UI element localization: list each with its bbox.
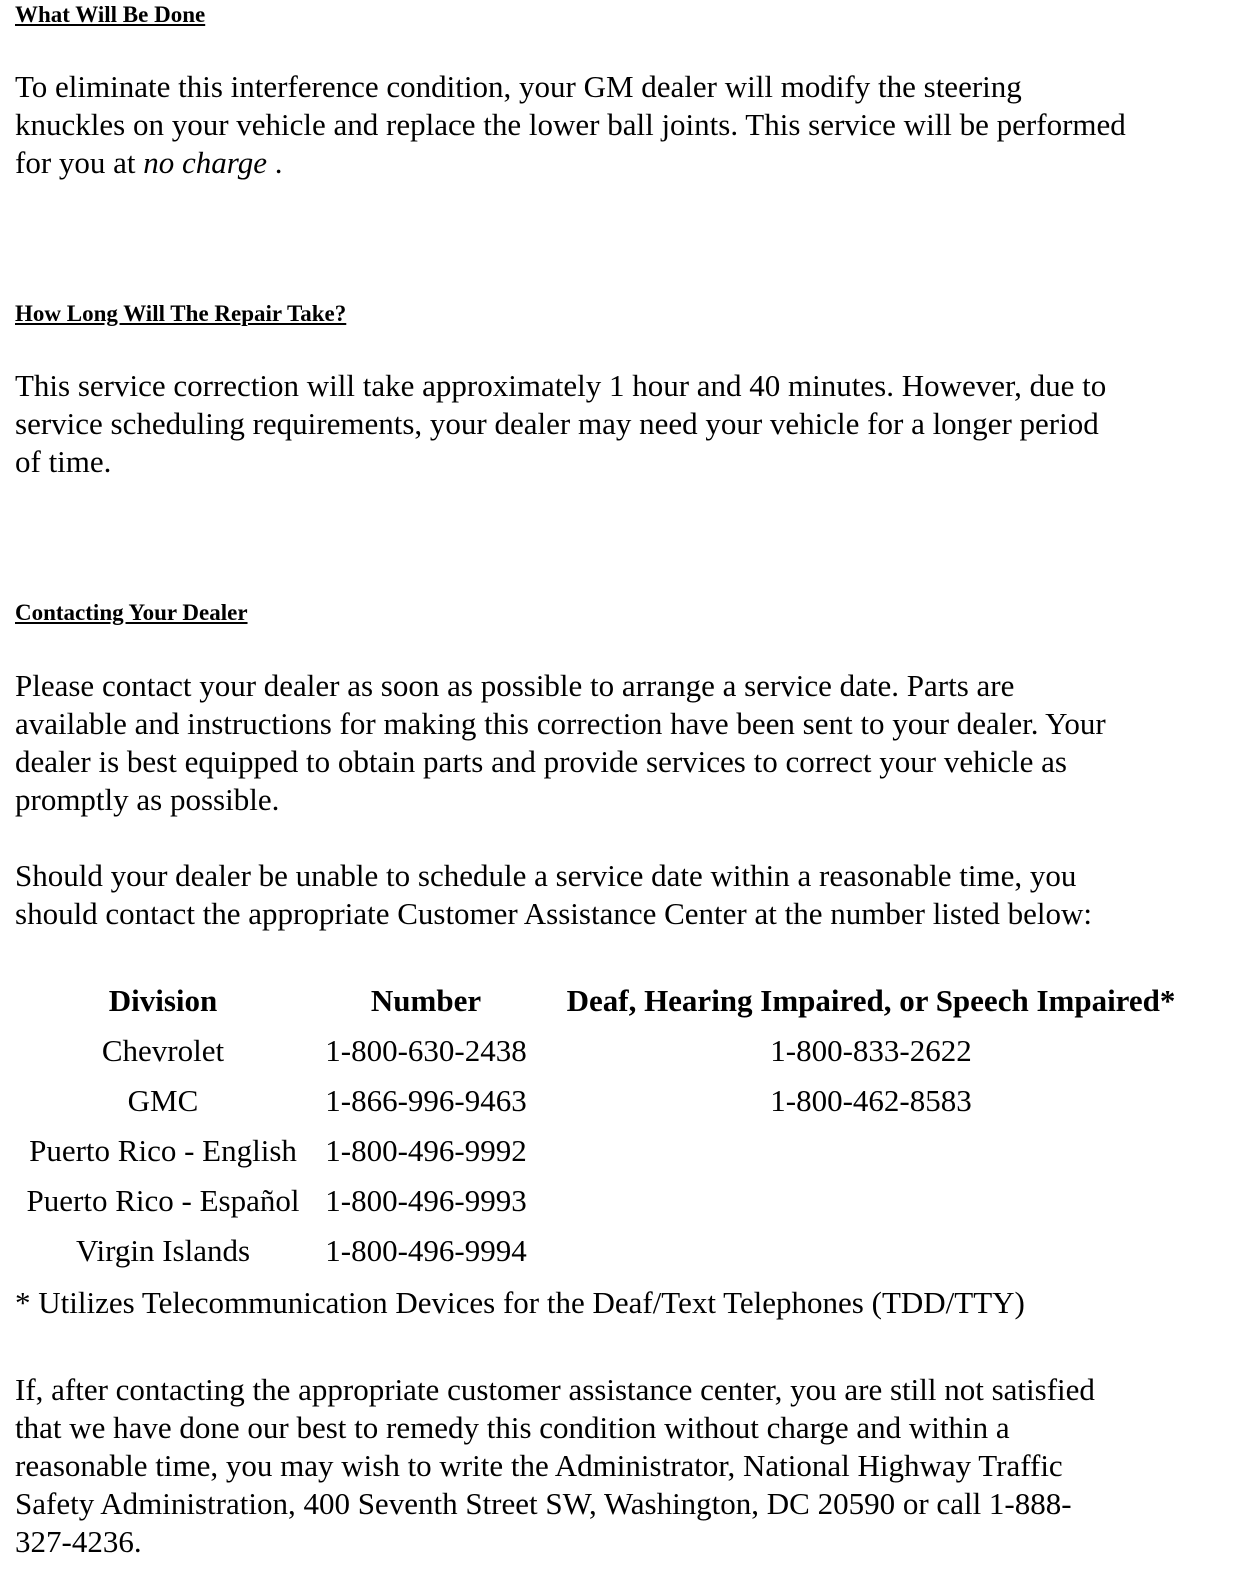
heading-contacting-dealer: Contacting Your Dealer	[15, 600, 248, 625]
paragraph-assistance-center	[15, 857, 1215, 933]
footnote-tdd: * Utilizes Telecommunication Devices for the Deaf/Text Telephones (TDD/TTY)	[15, 1285, 1025, 1320]
header-tdd: Deaf, Hearing Impaired, or Speech Impaired*	[566, 983, 1176, 1018]
tdd-number-cell	[541, 1126, 1201, 1176]
text-line: that we have done our best to remedy this condition without charge and within a	[15, 1410, 1010, 1445]
text-line: should contact the appropriate Customer Assistance Center at the number listed below:	[15, 896, 1092, 931]
number-cell: 1-800-496-9994	[325, 1233, 527, 1268]
header-division: Division	[108, 983, 218, 1018]
paragraph-closing	[15, 1371, 1215, 1561]
header-number: Number	[370, 983, 482, 1018]
text-line: This service correction will take approximately 1 hour and 40 minutes. However, due to	[15, 368, 1107, 403]
division-cell: Puerto Rico - English	[29, 1133, 297, 1168]
division-cell: Virgin Islands	[75, 1233, 251, 1268]
tdd-number-cell: 1-800-462-8583	[770, 1083, 972, 1118]
text-line: knuckles on your vehicle and replace the lower ball joints. This service will be performed	[15, 107, 1126, 142]
tdd-number-cell	[541, 1226, 1201, 1276]
text-fragment: for you at	[15, 145, 144, 180]
text-line: Please contact your dealer as soon as possible to arrange a service date. Parts are	[15, 668, 1015, 703]
text-line: Should your dealer be unable to schedule a service date within a reasonable time, you	[15, 858, 1077, 893]
text-line: available and instructions for making this correction have been sent to your dealer. Your	[15, 706, 1106, 741]
emphasis-no-charge: no charge	[143, 145, 267, 180]
heading-how-long: How Long Will The Repair Take?	[15, 301, 347, 326]
text-line: dealer is best equipped to obtain parts and provide services to correct your vehicle as	[15, 744, 1067, 779]
table-row	[15, 1126, 1201, 1176]
number-cell: 1-800-630-2438	[325, 1033, 527, 1068]
contacts-table	[15, 976, 1201, 1276]
heading-what-will-be-done: What Will Be Done	[15, 2, 206, 27]
tdd-number-cell: 1-800-833-2622	[770, 1033, 972, 1068]
number-cell: 1-800-496-9992	[325, 1133, 527, 1168]
paragraph-contact-dealer	[15, 667, 1215, 819]
paragraph-what-will-be-done	[15, 68, 1215, 182]
paragraph-how-long	[15, 367, 1215, 481]
tdd-number-cell	[541, 1176, 1201, 1226]
text-line: To eliminate this interference condition, your GM dealer will modify the steering	[15, 69, 1022, 104]
table-row	[15, 1076, 1201, 1126]
number-cell: 1-866-996-9463	[325, 1083, 527, 1118]
text-line: promptly as possible.	[15, 782, 280, 817]
division-cell: Chevrolet	[101, 1033, 225, 1068]
text-line: If, after contacting the appropriate customer assistance center, you are still not satisfied	[15, 1372, 1095, 1407]
division-cell: Puerto Rico - Español	[26, 1183, 300, 1218]
table-row	[15, 1026, 1201, 1076]
text-line: Safety Administration, 400 Seventh Street SW, Washington, DC 20590 or call 1-888-	[15, 1486, 1072, 1521]
text-line: 327-4236.	[15, 1524, 142, 1559]
table-row	[15, 1226, 1201, 1276]
text-line: service scheduling requirements, your dealer may need your vehicle for a longer period	[15, 406, 1099, 441]
text-line: reasonable time, you may wish to write the Administrator, National Highway Traffic	[15, 1448, 1063, 1483]
text-fragment: .	[266, 145, 283, 180]
text-line: of time.	[15, 444, 112, 479]
table-header-row	[15, 976, 1201, 1026]
division-cell: GMC	[127, 1083, 199, 1118]
table-row	[15, 1176, 1201, 1226]
text-line	[15, 144, 1215, 182]
number-cell: 1-800-496-9993	[325, 1183, 527, 1218]
